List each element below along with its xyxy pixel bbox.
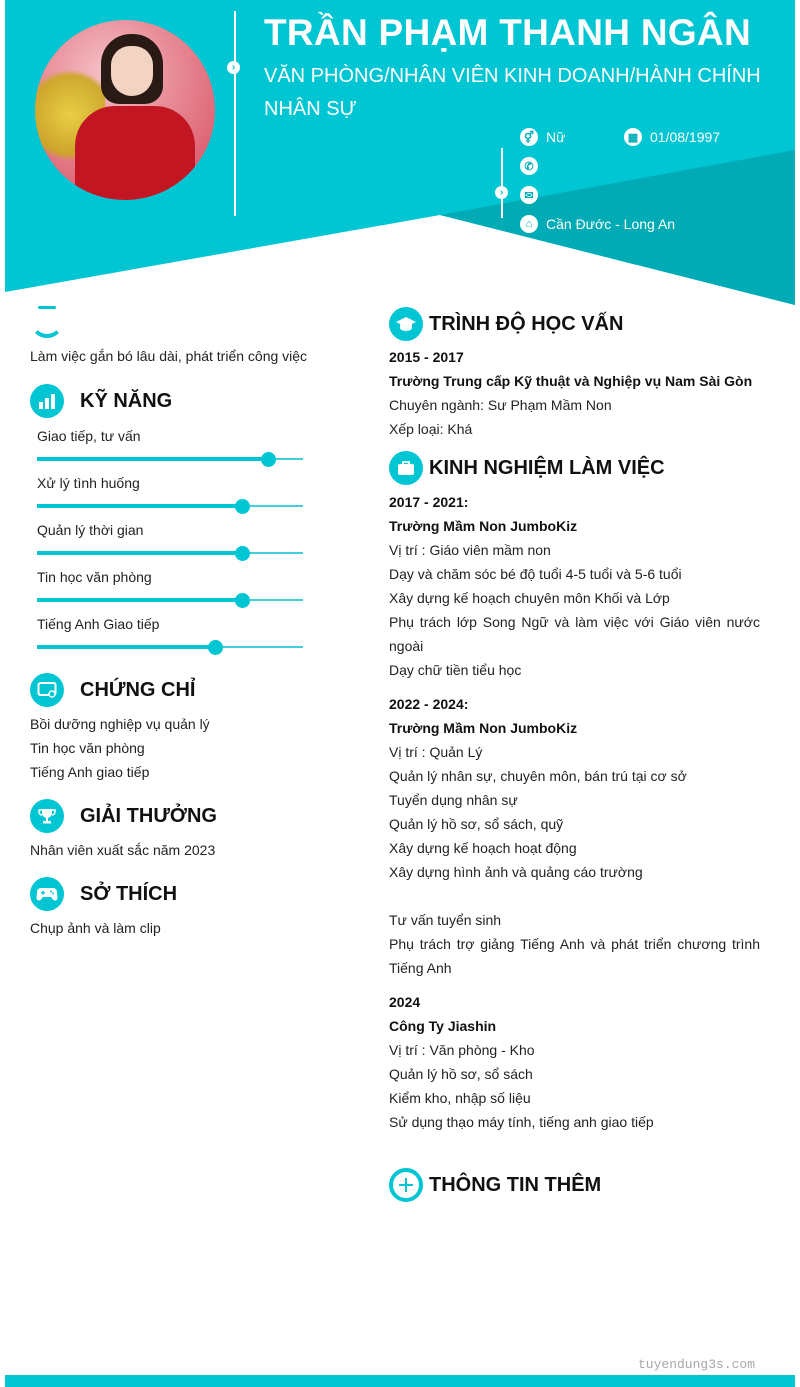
job-line: Sử dụng thạo máy tính, tiếng anh giao tiếp [389,1114,654,1130]
certificate-item: Bồi dưỡng nghiệp vụ quản lý [30,716,210,732]
skill-label: Giao tiếp, tư vấn [37,428,141,444]
job-line: Kiểm kho, nhập số liệu [389,1090,531,1106]
job-line: Quản lý hồ sơ, sổ sách, quỹ [389,816,564,832]
additional-info-heading [389,1168,601,1202]
job-line: Dạy chữ tiền tiểu học [389,662,522,678]
job-line: Xây dựng hình ảnh và quảng cáo trường [389,864,643,880]
skill-item [37,567,303,606]
education-title: TRÌNH ĐỘ HỌC VẤN [429,312,624,335]
job-line: Tuyển dụng nhân sự [389,792,518,808]
experience-job [389,990,654,1134]
job-line: Vị trí : Văn phòng - Kho [389,1042,535,1058]
certificates-heading [30,673,195,707]
job-line: Tư vấn tuyển sinh [389,912,502,928]
job-line: Vị trí : Giáo viên mầm non [389,542,551,558]
footer-bar [5,1375,795,1387]
skill-slider [37,500,303,512]
bar-chart-icon [30,384,64,418]
job-line: Phụ trách trợ giảng Tiếng Anh và phát triển chương trình Tiếng Anh [389,936,760,976]
phone-icon: ✆ [520,157,538,175]
awards-list [30,838,215,862]
awards-title: GIẢI THƯỞNG [80,804,217,827]
experience-job [389,692,760,980]
hobby-item: Chụp ảnh và làm clip [30,920,161,936]
birthday-value: 01/08/1997 [650,129,721,145]
cv-header [0,0,800,310]
skill-slider [37,641,303,653]
skill-slider [37,453,303,465]
graduation-cap-icon [389,307,423,341]
certificate-item: Tiếng Anh giao tiếp [30,764,150,780]
skills-heading [30,384,172,418]
additional-info-title: THÔNG TIN THÊM [429,1173,602,1196]
skill-item [37,520,303,559]
birthday-row [624,128,720,146]
certificate-icon [30,673,64,707]
job-line: Quản lý hồ sơ, sổ sách [389,1066,533,1082]
objective-text: Làm việc gắn bó lâu dài, phát triển công việc [30,348,308,364]
awards-heading [30,799,217,833]
skill-item [37,473,303,512]
experience-title: KINH NGHIỆM LÀM VIỆC [429,456,665,479]
job-line: Xây dựng kế hoạch hoạt động [389,840,577,856]
address-row [520,215,675,233]
watermark: tuyendung3s.com [638,1357,756,1372]
hobbies-heading [30,877,177,911]
phone-row [520,157,546,175]
plus-circle-icon [389,1168,423,1202]
skill-slider [37,594,303,606]
education-major: Chuyên ngành: Sư Phạm Mầm Non [389,397,612,413]
job-line: Quản lý nhân sự, chuyên môn, bán trú tại cơ sở [389,768,687,784]
skill-label: Quản lý thời gian [37,522,144,538]
contact-divider-line [501,148,503,218]
skill-label: Tin học văn phòng [37,569,152,585]
home-icon: ⌂ [520,215,538,233]
gender-value: Nữ [546,129,566,145]
briefcase-icon [389,451,423,485]
skill-label: Xử lý tình huống [37,475,140,491]
skill-label: Tiếng Anh Giao tiếp [37,616,160,632]
header-divider-line [234,11,236,216]
calendar-icon: ▦ [624,128,642,146]
skills-title: KỸ NĂNG [80,389,173,412]
email-row [520,186,546,204]
job-company: Công Ty Jiashin [389,1018,497,1034]
experience-heading [389,451,665,485]
certificates-list [30,712,210,784]
skill-slider [37,547,303,559]
job-period: 2022 - 2024: [389,696,469,712]
job-title: VĂN PHÒNG/NHÂN VIÊN KINH DOANH/HÀNH CHÍNH NHÂN SỰ [264,65,761,120]
job-line: Dạy và chăm sóc bé độ tuổi 4-5 tuổi và 5-6 tuổi [389,566,682,582]
experience-job [389,490,760,682]
job-period: 2017 - 2021: [389,494,469,510]
skill-item [37,614,303,653]
certificates-title: CHỨNG CHỈ [80,678,196,701]
education-grade: Xếp loại: Khá [389,421,473,437]
job-line: Phụ trách lớp Song Ngữ và làm việc với Giáo viên nước ngoài [389,614,760,654]
certificate-item: Tin học văn phòng [30,740,145,756]
avatar [35,20,215,200]
chevron-right-icon: › [227,61,240,74]
gamepad-icon [30,877,64,911]
education-details [389,345,752,441]
gender-icon: ⚥ [520,128,538,146]
objective-icon [30,306,64,340]
education-school: Trường Trung cấp Kỹ thuật và Nghiệp vụ Nam Sài Gòn [389,373,753,389]
award-item: Nhân viên xuất sắc năm 2023 [30,842,216,858]
hobbies-list [30,916,161,940]
job-line: Xây dựng kế hoạch chuyên môn Khối và Lớp [389,590,670,606]
job-line [389,884,760,908]
job-company: Trường Mầm Non JumboKiz [389,720,578,736]
chevron-right-icon: › [495,186,508,199]
job-company: Trường Mầm Non JumboKiz [389,518,578,534]
address-value: Cần Đước - Long An [546,216,676,232]
candidate-name: TRẦN PHẠM THANH NGÂN [264,12,751,53]
job-period: 2024 [389,994,421,1010]
education-period: 2015 - 2017 [389,349,464,365]
trophy-icon [30,799,64,833]
job-line: Vị trí : Quản Lý [389,744,483,760]
education-heading [389,307,623,341]
skill-item [37,426,303,465]
hobbies-title: SỞ THÍCH [80,882,178,905]
gender-row [520,128,565,146]
envelope-icon: ✉ [520,186,538,204]
